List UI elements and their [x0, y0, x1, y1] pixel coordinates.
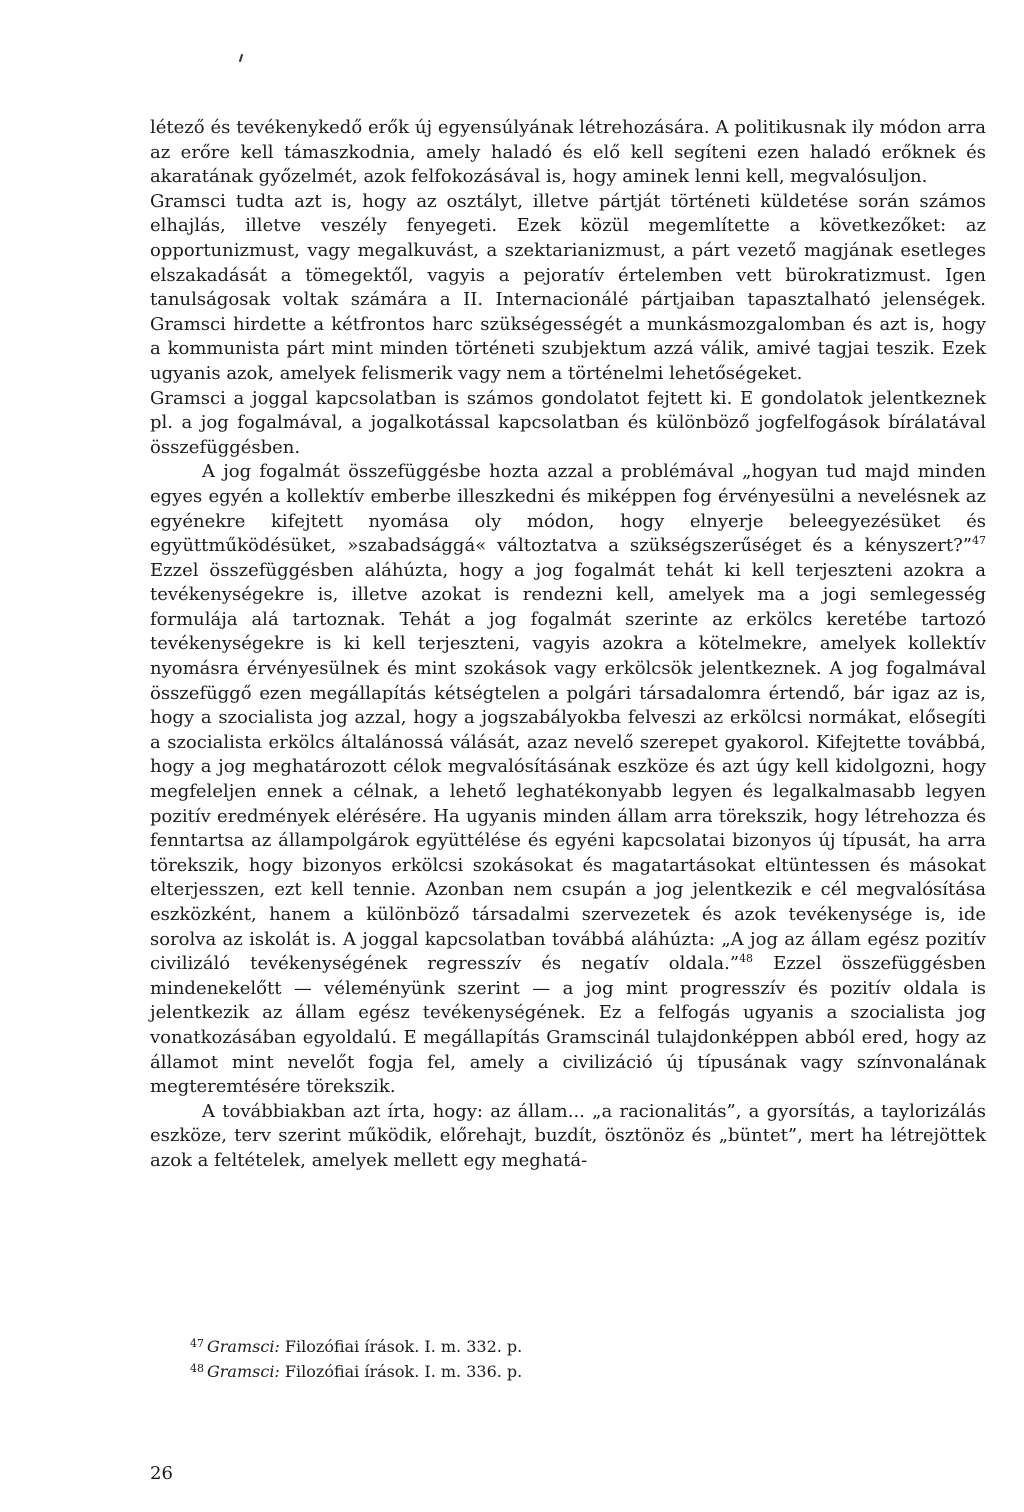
footnote-47	[190, 1333, 950, 1358]
paragraph-5: A továbbiakban azt írta, hogy: az állam... „a racionalitás”, a gyorsítás, a taylorizálás eszköze, terv szerint működik, előrehajt, buzdít, ösztönöz és „büntet”, mert ha létrejöttek azok a feltételek, amelyek mellett egy meghatá-	[150, 1100, 986, 1171]
footnote-text: Filozófiai írások. I. m. 336. p.	[279, 1362, 523, 1381]
footnote-number: 48	[190, 1362, 204, 1375]
footnote-48	[190, 1358, 950, 1383]
body-text	[150, 116, 986, 1174]
footnote-author: Gramsci:	[207, 1337, 280, 1356]
footnote-number: 47	[190, 1337, 204, 1350]
paragraph-4-part-1: A jog fogalmát összefüggésbe hozta azzal a problémával „hogyan tud majd minden egyes egyén a kollektív emberbe illeszkedni és miképpen fog érvényesülni a nevelésnek az egyénekre kifejtett nyomása oly módon, hogy elnyerje beleegyezésüket és együttműködésüket, »szabadsággá« változtatva a szükségszerűséget és a kényszert?”	[150, 461, 986, 557]
footnote-ref-47: 47	[972, 534, 986, 548]
paragraph-2: Gramsci tudta azt is, hogy az osztályt, illetve pártját történeti küldetése során számos elhajlás, illetve veszély fenyegeti. Ezek közül megemlítette a következőket: az opportunizmust, vagy megalkuvást, a szektarianizmust, a párt vezető magjának esetleges elszakadását a tömegektől, vagyis a pejoratív értelemben vett bürokratizmust. Igen tanulságosak voltak számára a II. Internacionálé pártjaiban tapasztalható jelenségek. Gramsci hirdette a kétfrontos harc szükségességét a munkásmozgalomban és azt is, hogy a kommunista párt mint minden történeti szubjektum azzá válik, amivé tagjai teszik. Ezek ugyanis azok, amelyek felismerik vagy nem a történelmi lehetőségeket.	[150, 190, 986, 384]
footnote-author: Gramsci:	[207, 1362, 280, 1381]
footnotes	[190, 1333, 950, 1383]
paragraph-3: Gramsci a joggal kapcsolatban is számos gondolatot fejtett ki. E gondolatok jelentkeznek pl. a jog fogalmával, a jogalkotással kapcsolatban és különböző jogfelfogások bírálatával összefüggésben.	[150, 387, 986, 458]
paragraph-4	[150, 460, 986, 1099]
paragraph-4-part-3: Ezzel összefüggésben mindenekelőtt — véleményünk szerint — a jog mint progresszív és pozitív oldala is jelentkezik az állam egész tevékenységének. Ez a felfogás ugyanis a szocialista jog vonatkozásában egyoldalú. E megállapítás Gramscinál tulajdonképpen abból ered, hogy az államot mint nevelőt fogja fel, amely a civilizáció új típusának vagy színvonalának megteremtésére törekszik.	[150, 953, 986, 1098]
footnote-text: Filozófiai írások. I. m. 332. p.	[279, 1337, 523, 1356]
footnote-ref-48: 48	[739, 952, 754, 966]
print-speck	[239, 54, 243, 62]
page-number: 26	[150, 1463, 173, 1484]
paragraph-1: létező és tevékenykedő erők új egyensúlyának létrehozására. A politikusnak ily módon arra az erőre kell támaszkodnia, amely haladó és elő kell segíteni ezen haladó erőknek és akaratának győzelmét, azok felfokozásával is, hogy aminek lenni kell, megvalósuljon.	[150, 117, 986, 188]
paragraph-4-part-2: Ezzel összefüggésben aláhúzta, hogy a jog fogalmát tehát ki kell terjeszteni azokra a tevékenységekre is, illetve azokat is rendezni kell, amelyek ma a jogi semlegesség formulája alá tartoznak. Tehát a jog fogalmát szerinte az erkölcs keretébe tartozó tevékenységekre is ki kell terjeszteni, vagyis azokra a kötelmekre, amelyek kollektív nyomásra érvényesülnek és mint szokások vagy erkölcsök jelentkeznek. A jog fogalmával összefüggő ezen megállapítás kétségtelen a polgári társadalomra értendő, bár igaz az is, hogy a szocialista jog azzal, hogy a jogszabályokba felveszi az erkölcsi normákat, elősegíti a szocialista erkölcs általánossá válását, azaz nevelő szerepet gyakorol. Kifejtette továbbá, hogy a jog meghatározott célok megvalósításának eszköze és azt úgy kell kidolgozni, hogy megfeleljen ennek a célnak, a lehető leghatékonyabb legyen és legalkalmasabb legyen pozitív eredmények elérésére. Ha ugyanis minden állam arra törekszik, hogy létrehozza és fenntartsa az állampolgárok együttélése és egyéni kapcsolatai bizonyos új típusát, ha arra törekszik, hogy bizonyos erkölcsi szokásokat és magatartásokat eltüntessen és másokat elterjesszen, ezt kell tennie. Azonban nem csupán a jog jelentkezik e cél megvalósítása eszközként, hanem a különböző társadalmi szervezetek és azok tevékenysége is, ide sorolva az iskolát is. A joggal kapcsolatban továbbá aláhúzta: „A jog az állam egész pozitív civilizáló tevékenységének regresszív és negatív oldala.”	[150, 559, 986, 975]
